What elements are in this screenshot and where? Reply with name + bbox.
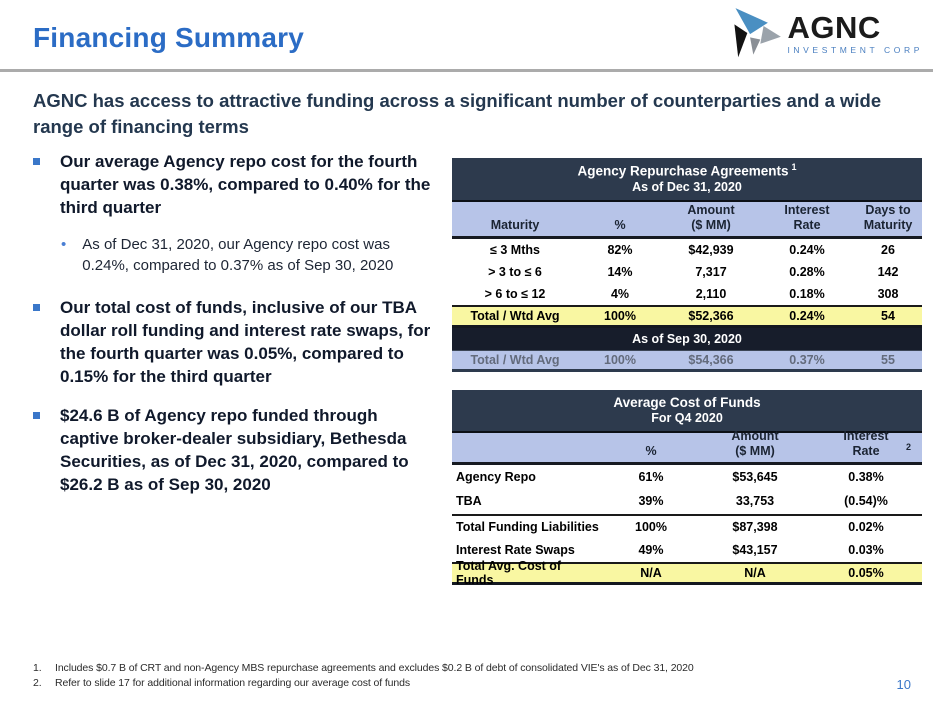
bullet-text: Our average Agency repo cost for the fourth quarter was 0.38%, compared to 0.40% for the third quarter — [60, 152, 431, 218]
repo-table-asof: As of Dec 31, 2020 — [632, 180, 742, 195]
agnc-logo — [729, 6, 923, 60]
agnc-logo-icon — [729, 6, 783, 60]
footnote — [33, 676, 893, 691]
table-row: Total Funding Liabilities 100% $87,398 0.02% — [452, 514, 922, 538]
bullet-text: Our total cost of funds, inclusive of our TBA dollar roll funding and interest rate swaps, for the fourth quarter was 0.05%, compared to 0.15% for the third quarter — [60, 297, 431, 387]
footnote-number: 1. — [33, 662, 42, 674]
repo-table-header — [452, 158, 922, 202]
column-header: % — [614, 217, 626, 232]
cost-table-column-headers — [452, 429, 922, 465]
tables-column — [452, 158, 922, 588]
cost-table-title: Average Cost of Funds — [613, 394, 761, 410]
table-row: Interest Rate Swaps 49% $43,157 0.03% — [452, 538, 922, 562]
table-row: ≤ 3 Mths 82% $42,939 0.24% 26 — [452, 239, 922, 261]
page-title: Financing Summary — [33, 22, 305, 53]
header-divider — [0, 69, 933, 72]
table-row: TBA 39% 33,753 (0.54)% — [452, 489, 922, 513]
bullet-text: As of Dec 31, 2020, our Agency repo cost was 0.24%, compared to 0.37% as of Sep 30, 2020 — [82, 236, 394, 275]
column-header: Amount ($ MM) — [731, 429, 779, 459]
footnote-number: 2. — [33, 677, 42, 690]
bullet-text: $24.6 B of Agency repo funded through captive broker-dealer subsidiary, Bethesda Securities, as of Dec 31, 2020, compared to $26.2 B as of Sep 30, 2020 — [60, 406, 409, 495]
bullet-square-icon — [33, 412, 40, 419]
table-total-row: Total Avg. Cost of Funds N/A N/A 0.05% — [452, 562, 922, 585]
cost-table — [452, 390, 922, 586]
table-row: > 3 to ≤ 6 14% 7,317 0.28% 142 — [452, 261, 922, 283]
logo-tagline: INVESTMENT CORP — [787, 44, 923, 55]
repo-table-title — [452, 162, 922, 180]
footnote-text: Includes $0.7 B of CRT and non-Agency MBS repurchase agreements and excludes $0.2 B of debt of consolidated VIE's as of Dec 31, 2020 — [55, 662, 694, 674]
table-row: Agency Repo 61% $53,645 0.38% — [452, 465, 922, 489]
bullet-square-icon — [33, 304, 40, 311]
bullet-square-icon — [33, 158, 40, 165]
page-number: 10 — [896, 677, 911, 692]
logo-wordmark: AGNC — [787, 9, 881, 45]
list-item — [33, 296, 439, 388]
column-header: % — [645, 444, 657, 459]
column-header — [452, 459, 602, 462]
column-header: Maturity — [490, 217, 540, 232]
footnote-text: Refer to slide 17 for additional information regarding our average cost of funds — [55, 677, 411, 690]
agnc-logo-text — [787, 9, 923, 55]
table-prior-total-row: Total / Wtd Avg 100% $54,366 0.37% 55 — [452, 350, 922, 372]
footnotes — [33, 661, 893, 691]
list-item — [33, 404, 439, 496]
column-header: Amount ($ MM) — [687, 203, 735, 232]
footnote — [33, 661, 893, 676]
bullet-dot-icon: • — [61, 236, 67, 254]
list-item — [33, 150, 439, 219]
repo-table-column-headers — [452, 202, 922, 239]
repo-table-prior-period-band: As of Sep 30, 2020 — [452, 328, 922, 350]
repo-table-title-text: Agency Repurchase Agreements — [577, 163, 789, 179]
footnote-ref: 1 — [791, 162, 797, 172]
bullet-list — [33, 150, 439, 513]
column-header: Interest Rate — [784, 203, 830, 232]
repo-table — [452, 158, 922, 372]
table-row: > 6 to ≤ 12 4% 2,110 0.18% 308 — [452, 283, 922, 305]
slide-subtitle: AGNC has access to attractive funding across a significant number of counterparties and a wide range of financing terms — [33, 90, 882, 137]
cost-table-period: For Q4 2020 — [651, 411, 723, 426]
column-header: Days to Maturity — [863, 203, 913, 232]
cost-table-header — [452, 390, 922, 433]
table-total-row: Total / Wtd Avg 100% $52,366 0.24% 54 — [452, 305, 922, 328]
column-header: Interest Rate $^2$ — [843, 429, 911, 459]
footnote-ref: 2 — [905, 442, 911, 453]
list-item — [61, 235, 439, 276]
